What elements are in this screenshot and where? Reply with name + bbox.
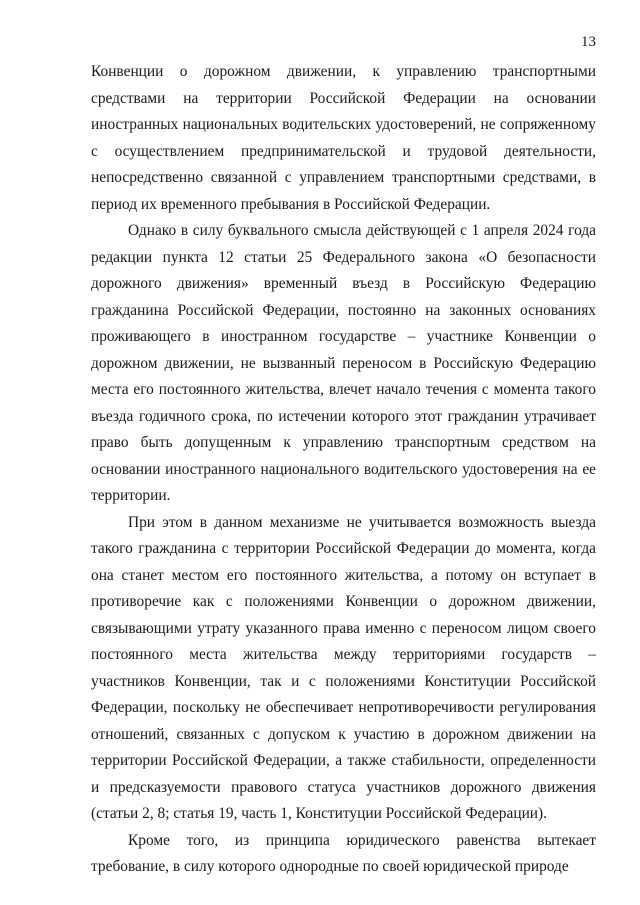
paragraph: При этом в данном механизме не учитывается возможность выезда такого гражданина с территории Российской Федерации до момента, когда она станет местом его постоянного жительства, а потому он вступает в противоречие как с положениями Конвенции о дорожном движении, связывающими утрату указанного права именно с переносом лицом своего постоянного места жительства между территориями государств – участников Конвенции, так и с положениями Конституции Российской Федерации, поскольку не обеспечивает непротиворечивости регулирования отношений, связанных с допуском к участию в дорожном движении на территории Российской Федерации, а также стабильности, определенности и предсказуемости правового статуса участников дорожного движения (статьи 2, 8; статья 19, часть 1, Конституции Российской Федерации). <box>91 513 596 822</box>
paragraph: Кроме того, из принципа юридического равенства вытекает требование, в силу которого однородные по своей юридической природе <box>91 831 596 875</box>
paragraph: Однако в силу буквального смысла действующей с 1 апреля 2024 года редакции пункта 12 статьи 25 Федерального закона «О безопасности дорожного движения» временный въезд в Российскую Федерацию гражданина Российской Федерации, постоянно на законных основаниях проживающего в иностранном государстве – участнике Конвенции о дорожном движении, не вызванный переносом в Российскую Федерацию места его постоянного жительства, влечет начало течения с момента такого въезда годичного срока, по истечении которого этот гражданин утрачивает право быть допущенным к управлению транспортным средством на основании иностранного национального водительского удостоверения на ее территории. <box>91 222 596 504</box>
paragraph: Конвенции о дорожном движении, к управлению транспортными средствами на территории Российской Федерации на основании иностранных национальных водительских удостоверений, не сопряженному с осуществлением предпринимательской и трудовой деятельности, непосредственно связанной с управлением транспортными средствами, в период их временного пребывания в Российской Федерации. <box>91 63 596 213</box>
document-body <box>91 59 596 881</box>
page-number: 13 <box>581 34 596 50</box>
